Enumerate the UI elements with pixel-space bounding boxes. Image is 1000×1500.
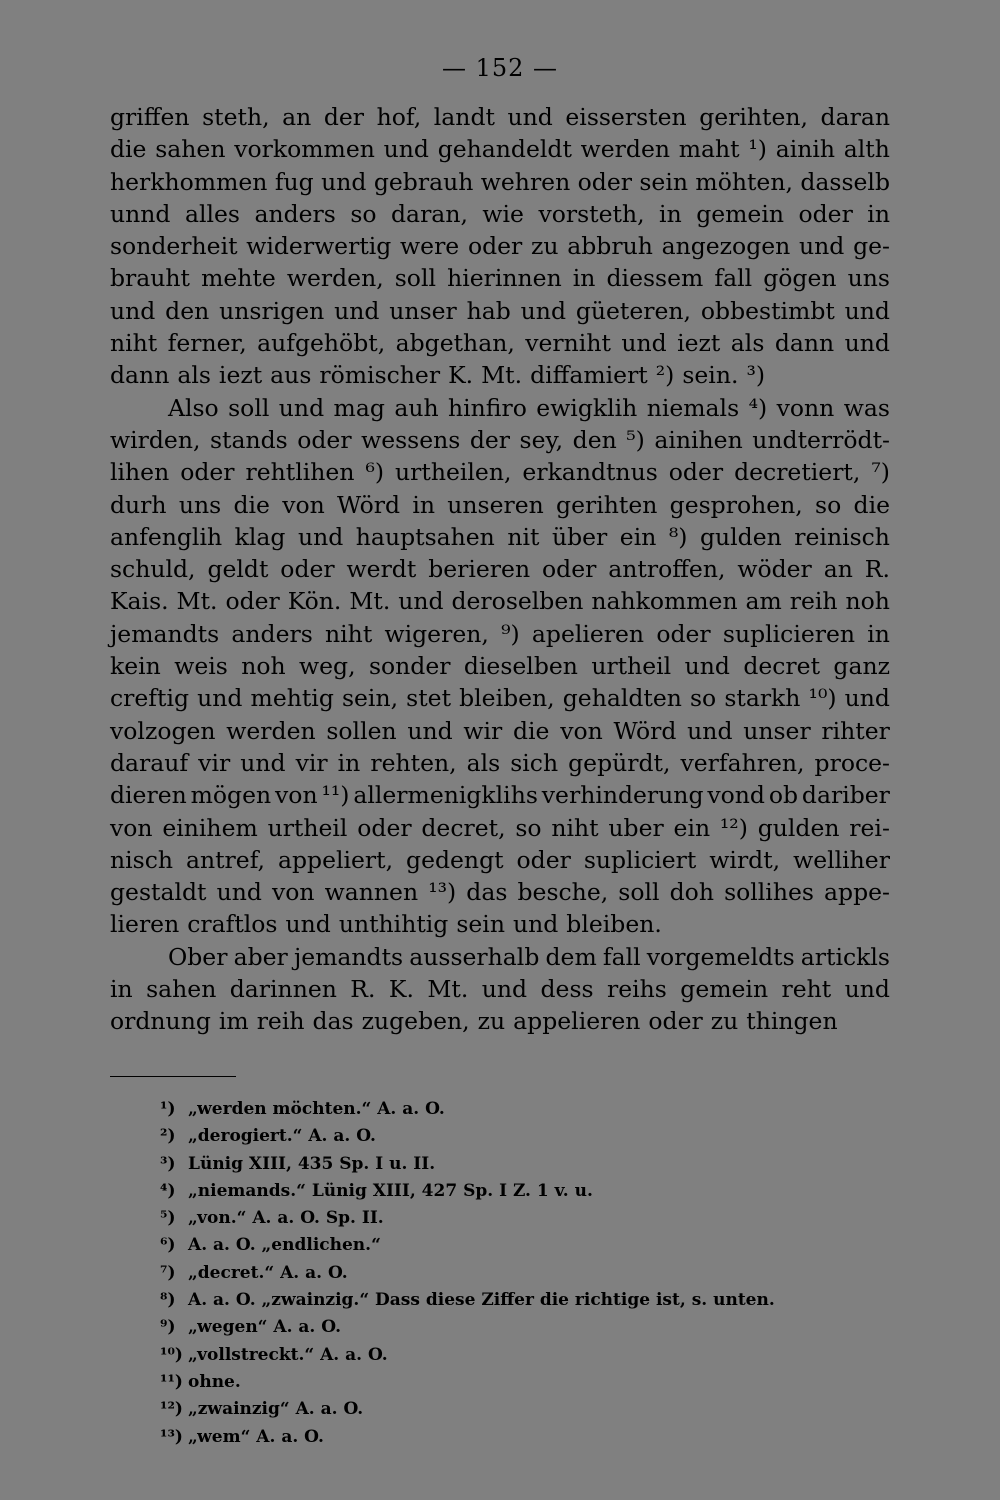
footnote [160,1232,860,1259]
text-line: dieren mögen von ¹¹) allermenigklihs verhinderung vond ob dariber [110,781,890,810]
footnote [160,1424,860,1451]
footnote [160,1205,860,1232]
text-line: darauf vir und vir in rehten, als sich gepürdt, verfahren, proce- [110,748,890,777]
footnote [160,1260,860,1287]
footnote [160,1287,860,1314]
footnote-number: ²) [160,1126,176,1147]
text-line: unnd alles anders so daran, wie vorsteth, in gemein oder in [110,199,890,228]
text-line: kein weis noh weg, sonder dieselben urtheil und decret ganz [110,652,890,681]
footnote-text: „von.“ A. a. O. Sp. II. [188,1208,384,1229]
text-line: nisch antref, appeliert, gedengt oder supliciert wirdt, welliher [110,845,890,874]
footnote-text: Lünig XIII, 435 Sp. I u. II. [188,1153,436,1174]
footnote-number: ⁷) [160,1262,176,1283]
text-line: anfenglih klag und hauptsahen nit über ein ⁸) gulden reinisch [110,522,890,551]
footnote-text: A. a. O. „endlichen.“ [188,1235,381,1256]
text-line: gestaldt und von wannen ¹³) das besche, soll doh sollihes appe- [110,878,890,907]
footnote-text: „zwainzig“ A. a. O. [188,1399,364,1420]
text-line: wirden, stands oder wessens der sey, den ⁵) ainihen undterrödt- [110,425,890,454]
text-line: sonderheit widerwertig were oder zu abbruh angezogen und ge- [110,232,890,261]
footnote-text: „wem“ A. a. O. [188,1426,324,1447]
footnote-number: ¹¹) [160,1371,183,1392]
body-text [110,101,890,1038]
footnote-number: ⁸) [160,1290,176,1311]
text-line: Kais. Mt. oder Kön. Mt. und deroselben nahkommen am reih noh [110,587,890,616]
text-line: von einihem urtheil oder decret, so niht uber ein ¹²) gulden rei- [110,813,890,842]
footnote [160,1396,860,1423]
footnote-number: ¹³) [160,1426,183,1447]
text-line: griffen steth, an der hof, landt und eissersten gerihten, daran [110,103,890,131]
text-line: schuld, geldt oder werdt berieren oder antroffen, wöder an R. [110,555,890,584]
footnote [160,1369,860,1396]
text-line: durh uns die von Wörd in unseren gerihten gesprohen, so die [110,490,890,519]
text-line: volzogen werden sollen und wir die von Wörd und unser rihter [110,716,890,745]
footnote [160,1178,860,1205]
page-number: — 152 — [441,54,559,82]
footnote-rule [110,1076,236,1077]
footnote-number: ⁵) [160,1208,176,1229]
footnote [160,1096,860,1123]
footnote-number: ⁹) [160,1317,176,1338]
footnote-number: ¹⁰) [160,1344,183,1365]
text-line: herkhommen fug und gebrauh wehren oder sein möhten, dasselb [110,167,890,196]
text-line: lieren craftlos und unthihtig sein und bleiben. [110,910,662,939]
footnote [160,1342,860,1369]
footnote-text: ohne. [188,1371,241,1392]
footnote-text: A. a. O. „zwainzig.“ Dass diese Ziffer die richtige ist, s. unten. [188,1290,775,1311]
footnote-number: ¹) [160,1099,176,1119]
text-line: in sahen darinnen R. K. Mt. und dess reihs gemein reht und [110,975,890,1004]
text-line: lihen oder rehtlihen ⁶) urtheilen, erkandtnus oder decretiert, ⁷) [110,458,890,487]
footnote [160,1151,860,1178]
footnote-number: ⁶) [160,1235,176,1256]
text-line: brauht mehte werden, soll hierinnen in diessem fall gögen uns [110,264,890,293]
text-line: Ober aber jemandts ausserhalb dem fall vorgemeldts artickls [168,942,890,971]
footnotes [160,1096,860,1451]
footnote-text: „decret.“ A. a. O. [188,1262,348,1283]
footnote-text: „niemands.“ Lünig XIII, 427 Sp. I Z. 1 v. u. [188,1180,593,1201]
text-line: jemandts anders niht wigeren, ⁹) apelieren oder suplicieren in [110,619,890,648]
text-line: creftig und mehtig sein, stet bleiben, gehaldten so starkh ¹⁰) und [110,684,890,713]
text-line: und den unsrigen und unser hab und güeteren, obbestimbt und [110,296,890,325]
text-line: Also soll und mag auh hinfiro ewigklih niemals ⁴) vonn was [168,393,890,422]
text-line: ordnung im reih das zugeben, zu appelieren oder zu thingen [110,1007,838,1036]
text-line: niht ferner, aufgehöbt, abgethan, verniht und iezt als dann und [110,329,890,358]
text-line: die sahen vorkommen und gehandeldt werden maht ¹) ainih alth [110,135,890,164]
footnote-number: ¹²) [160,1399,183,1420]
footnote-number: ³) [160,1153,176,1174]
text-line: dann als iezt aus römischer K. Mt. diffamiert ²) sein. ³) [110,361,766,390]
footnote-text: „derogiert.“ A. a. O. [188,1126,376,1147]
footnote-text: „vollstreckt.“ A. a. O. [188,1344,388,1365]
footnote [160,1314,860,1341]
footnote-text: „wegen“ A. a. O. [188,1317,341,1338]
footnote-number: ⁴) [160,1180,176,1201]
footnote [160,1123,860,1150]
footnote-text: „werden möchten.“ A. a. O. [188,1099,445,1119]
